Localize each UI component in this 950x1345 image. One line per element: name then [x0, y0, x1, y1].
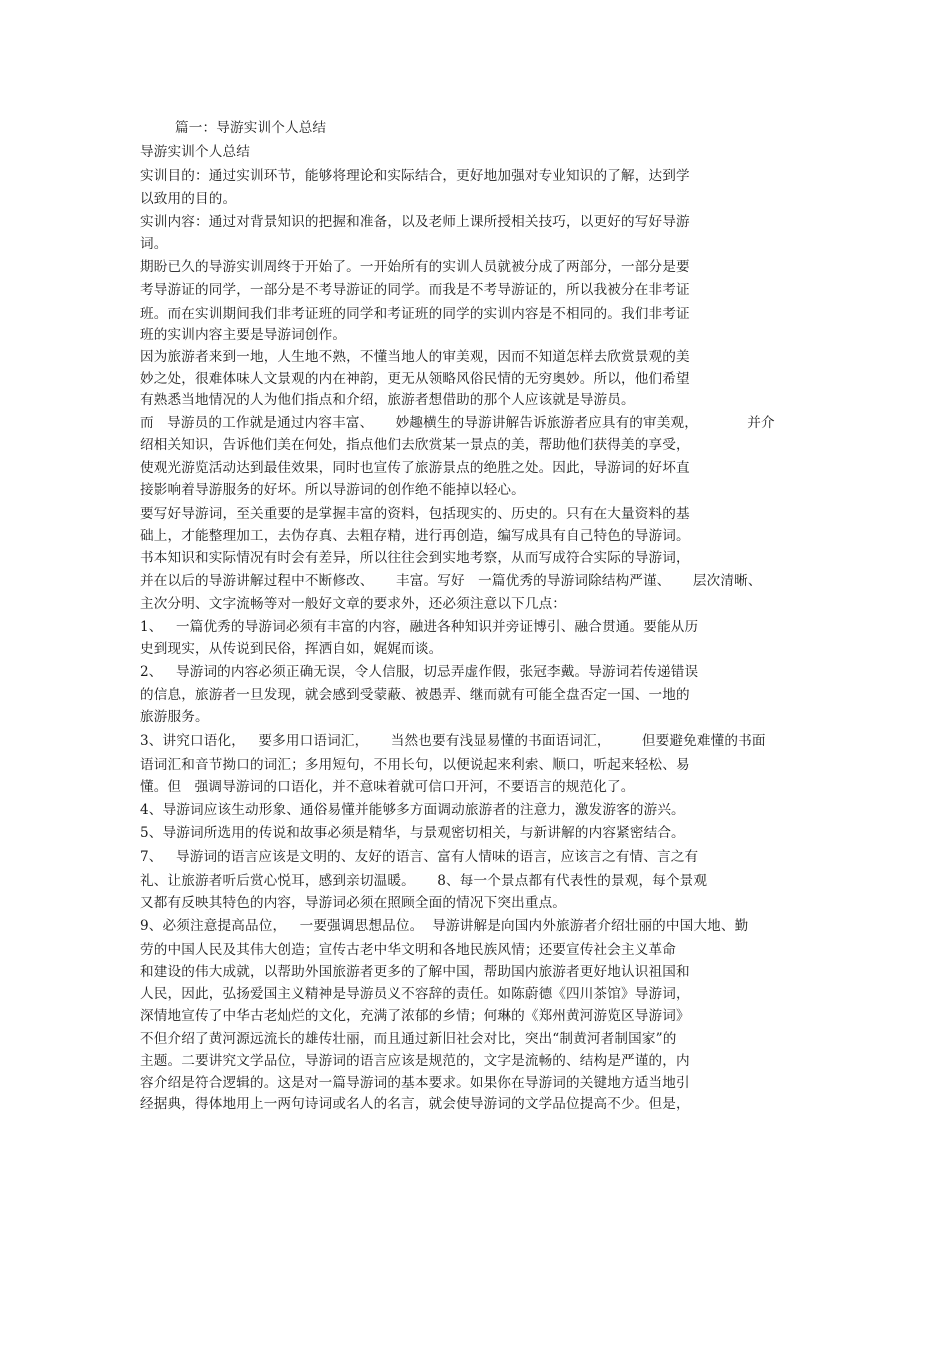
text-line: 考导游证的同学，一部分是不考导游证的同学。而我是不考导游证的，所以我被分在非考证	[140, 282, 690, 298]
text-line: 妙之处，很难体味人文景观的内在神韵，更无从领略风俗民情的无穷奥妙。所以，他们希望	[140, 371, 690, 387]
text-line: 础上，才能整理加工，去伪存真、去粗存精，进行再创造，编写成具有自己特色的导游词。	[140, 528, 690, 544]
text-line: 实训目的：通过实训环节，能够将理论和实际结合，更好地加强对专业知识的了解，达到学	[140, 168, 690, 184]
list-item-9: 9、必须注意提高品位， 一要强调思想品位。 导游讲解是向国内外旅游者介绍壮丽的中国大地、勤	[140, 918, 749, 934]
text-line: 深情地宣传了中华古老灿烂的文化，充满了浓郁的乡情；何琳的《郑州黄河游览区导游词》	[140, 1008, 690, 1024]
text-line: 使观光游览活动达到最佳效果，同时也宣传了旅游景点的绝胜之处。因此，导游词的好坏直	[140, 460, 690, 476]
text-line: 和建设的伟大成就，以帮助外国旅游者更多的了解中国，帮助国内旅游者更好地认识祖国和	[140, 964, 690, 980]
text-line: 史到现实，从传说到民俗，挥洒自如，娓娓而谈。	[140, 641, 443, 657]
text-line: 主题。二要讲究文学品位，导游词的语言应该是规范的，文字是流畅的、结构是严谨的，内	[140, 1053, 690, 1069]
text-line: 又都有反映其特色的内容，导游词必须在照顾全面的情况下突出重点。	[140, 895, 567, 911]
document-title: 导游实训个人总结	[140, 144, 250, 160]
text-line: 绍相关知识，告诉他们美在何处，指点他们去欣赏某一景点的美，帮助他们获得美的享受，	[140, 437, 690, 453]
text-line: 礼、让旅游者听后赏心悦耳，感到亲切温暖。 8、每一个景点都有代表性的景观，每个景观	[140, 873, 708, 889]
text-line: 的信息，旅游者一旦发现，就会感到受蒙蔽、被愚弄、继而就有可能全盘否定一国、一地的	[140, 687, 690, 703]
text-line: 以致用的目的。	[140, 191, 237, 207]
list-item-4: 4、导游词应该生动形象、通俗易懂并能够多方面调动旅游者的注意力，激发游客的游兴。	[140, 802, 685, 818]
text-line: 要写好导游词，至关重要的是掌握丰富的资料，包括现实的、历史的。只有在大量资料的基	[140, 506, 690, 522]
list-item-7: 7、 导游词的语言应该是文明的、友好的语言、富有人情味的语言，应该言之有情、言之有	[140, 849, 699, 865]
text-line: 语词汇和音节拗口的词汇；多用短句，不用长句，以便说起来利索、顺口，听起来轻松、易	[140, 757, 690, 773]
text-line: 而 导游员的工作就是通过内容丰富、 妙趣横生的导游讲解告诉旅游者应具有的审美观， 并介	[140, 415, 775, 431]
text-line: 班。而在实训期间我们非考证班的同学和考证班的同学的实训内容是不相同的。我们非考证	[140, 306, 690, 322]
text-line: 有熟悉当地情况的人为他们指点和介绍，旅游者想借助的那个人应该就是导游员。	[140, 392, 635, 408]
text-line: 经据典，得体地用上一两句诗词或名人的名言，就会使导游词的文学品位提高不少。但是，	[140, 1096, 690, 1112]
text-line: 班的实训内容主要是导游词创作。	[140, 327, 347, 343]
list-item-3: 3、讲究口语化， 要多用口语词汇， 当然也要有浅显易懂的书面语词汇， 但要避免难懂的书面	[140, 733, 766, 749]
section-heading: 篇一：导游实训个人总结	[175, 120, 327, 136]
list-item-2: 2、 导游词的内容必须正确无误，令人信服，切忌弄虚作假，张冠李戴。导游词若传递错误	[140, 664, 699, 680]
text-line: 容介绍是符合逻辑的。这是对一篇导游词的基本要求。如果你在导游词的关键地方适当地引	[140, 1075, 690, 1091]
list-item-1: 1、 一篇优秀的导游词必须有丰富的内容，融进各种知识并旁证博引、融合贯通。要能从历	[140, 619, 699, 635]
text-line: 期盼已久的导游实训周终于开始了。一开始所有的实训人员就被分成了两部分，一部分是要	[140, 259, 690, 275]
text-line: 实训内容：通过对背景知识的把握和准备，以及老师上课所授相关技巧，以更好的写好导游	[140, 214, 690, 230]
text-line: 书本知识和实际情况有时会有差异，所以往往会到实地考察，从而写成符合实际的导游词，	[140, 550, 690, 566]
text-line: 劳的中国人民及其伟大创造；宣传古老中华文明和各地民族风情；还要宣传社会主义革命	[140, 942, 677, 958]
text-line: 懂。但 强调导游词的口语化，并不意味着就可信口开河，不要语言的规范化了。	[140, 779, 635, 795]
text-line: 因为旅游者来到一地，人生地不熟，不懂当地人的审美观，因而不知道怎样去欣赏景观的美	[140, 349, 690, 365]
text-line: 接影响着导游服务的好坏。所以导游词的创作绝不能掉以轻心。	[140, 482, 525, 498]
text-line: 并在以后的导游讲解过程中不断修改、 丰富。写好 一篇优秀的导游词除结构严谨、 层次清晰、	[140, 573, 762, 589]
text-line: 主次分明、文字流畅等对一般好文章的要求外，还必须注意以下几点：	[140, 596, 567, 612]
text-line: 不但介绍了黄河源远流长的雄传壮丽，而且通过新旧社会对比，突出“制黄河者制国家”的	[140, 1031, 677, 1047]
text-line: 旅游服务。	[140, 709, 209, 725]
list-item-5: 5、导游词所选用的传说和故事必须是精华，与景观密切相关，与新讲解的内容紧密结合。	[140, 825, 685, 841]
text-line: 词。	[140, 236, 168, 252]
text-line: 人民，因此，弘扬爱国主义精神是导游员义不容辞的责任。如陈蔚德《四川茶馆》导游词，	[140, 986, 690, 1002]
